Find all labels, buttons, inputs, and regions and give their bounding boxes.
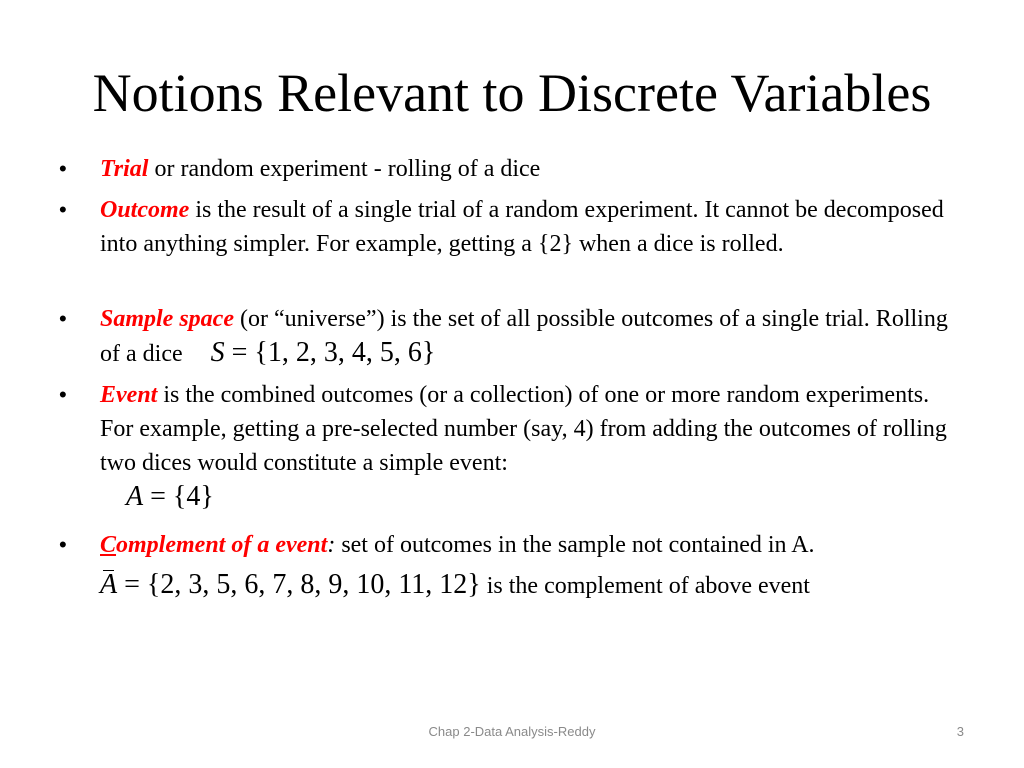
bullet-glyph: • xyxy=(59,382,67,407)
term-complement xyxy=(100,532,327,558)
event-equation xyxy=(100,480,968,514)
term-complement-colon: : xyxy=(327,532,336,558)
event-set: = {4} xyxy=(143,481,214,512)
complement-equation xyxy=(100,569,481,600)
slide-title: Notions Relevant to Discrete Variables xyxy=(92,63,932,123)
bullet-glyph: • xyxy=(59,156,67,181)
bullet-outcome xyxy=(59,193,968,261)
event-description: is the combined outcomes (or a collection) of one or more random experiments. For example, getting a pre-selected number (say, 4) from adding the outcomes of rolling two dices would constitute a simple event: xyxy=(100,382,947,476)
bullet-complement xyxy=(59,528,968,562)
complement-suffix: is the complement of above event xyxy=(480,573,810,599)
complement-description: set of outcomes in the sample not contained in A. xyxy=(335,532,815,558)
complement-set: = {2, 3, 5, 6, 7, 8, 9, 10, 11, 12} xyxy=(117,569,481,600)
bullet-trial xyxy=(59,152,968,186)
term-trial: Trial xyxy=(100,156,149,182)
term-event: Event xyxy=(100,382,158,408)
sample-space-equation xyxy=(211,337,436,368)
term-outcome: Outcome xyxy=(100,197,190,223)
equation-variable-a: A xyxy=(126,481,144,512)
term-complement-initial: C xyxy=(100,532,117,558)
outcome-description: is the result of a single trial of a random experiment. It cannot be decomposed into anything simpler. For example, getting a {2} when a dice is rolled. xyxy=(100,197,944,257)
term-complement-rest: omplement of a event xyxy=(116,532,328,558)
bullet-glyph: • xyxy=(59,532,67,557)
bullet-glyph: • xyxy=(59,197,67,222)
bullet-glyph: • xyxy=(59,306,67,331)
sample-space-set: = {1, 2, 3, 4, 5, 6} xyxy=(224,337,436,368)
term-sample-space: Sample space xyxy=(100,306,234,332)
equation-variable-a-bar: A xyxy=(100,569,118,600)
trial-description: or random experiment - rolling of a dice xyxy=(148,156,541,182)
complement-equation-line xyxy=(100,568,810,603)
equation-variable-s: S xyxy=(210,337,225,368)
bullet-event xyxy=(59,378,968,514)
sample-space-description: (or “universe”) is the set of all possible outcomes of a single trial. Rolling of a dice xyxy=(100,306,948,367)
page-number: 3 xyxy=(956,724,964,739)
footer-text: Chap 2-Data Analysis-Reddy xyxy=(428,724,596,739)
bullet-sample-space xyxy=(59,302,968,371)
